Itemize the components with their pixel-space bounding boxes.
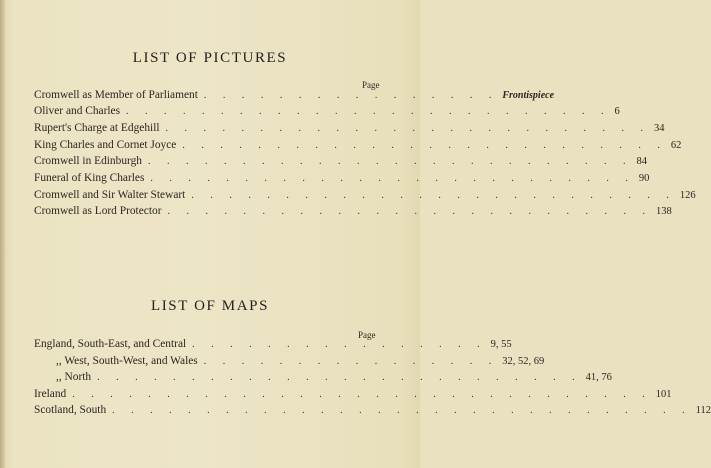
entry-label: England, South-East, and Central	[34, 338, 187, 350]
entry-label: Cromwell and Sir Walter Stewart	[34, 189, 186, 201]
picture-entry	[34, 105, 620, 121]
entry-label: King Charles and Cornet Joyce	[34, 139, 177, 151]
entry-label: ,, West, South-West, and Wales	[56, 355, 198, 367]
entry-page: 112	[695, 405, 711, 416]
entry-page: Frontispiece	[502, 90, 555, 101]
entry-label: Rupert's Charge at Edgehill	[34, 122, 160, 134]
entry-page: 9, 55	[490, 339, 512, 350]
dot-leader: . . . . . . . . . . . . . . . . . . . . . . . . . .	[97, 372, 582, 383]
dot-leader: . . . . . . . . . . . . . . . . . . . . . . . . . .	[182, 140, 667, 151]
entry-page: 101	[655, 389, 672, 400]
entry-page: 32, 52, 69	[502, 356, 545, 367]
entry-label: Funeral of King Charles	[34, 172, 145, 184]
entry-page: 126	[679, 190, 696, 201]
entry-page: 41, 76	[585, 372, 612, 383]
entry-page: 138	[655, 206, 672, 217]
picture-entry	[34, 122, 665, 138]
entry-label: Ireland	[34, 388, 67, 400]
entry-page: 34	[654, 123, 665, 134]
picture-entry	[34, 155, 647, 171]
entry-label: Cromwell as Member of Parliament	[34, 89, 198, 101]
entry-page: 90	[638, 173, 650, 184]
entry-page: 6	[614, 106, 620, 117]
entry-label: Oliver and Charles	[34, 105, 121, 117]
entry-label: Cromwell as Lord Protector	[34, 205, 162, 217]
entry-page: 62	[670, 140, 682, 151]
dot-leader: . . . . . . . . . . . . . . . . . . . . . . . . . .	[165, 123, 651, 134]
dot-leader: . . . . . . . . . . . . . . . .	[192, 339, 487, 350]
page-edge	[0, 0, 5, 468]
map-entry	[34, 371, 612, 387]
entry-label: Scotland, South	[34, 404, 107, 416]
dot-leader: . . . . . . . . . . . . . . . . . . . . . . . . . .	[167, 206, 652, 217]
dot-leader: . . . . . . . . . . . . . . . . . . . . . . . . . .	[191, 190, 676, 201]
dot-leader: . . . . . . . . . . . . . . . . . . . . . . . . . . . . . . .	[72, 389, 652, 400]
dot-leader: . . . . . . . . . . . . . . . . . . . . . . . . . .	[150, 173, 635, 184]
map-entry	[34, 404, 711, 420]
entry-label: ,, North	[56, 371, 92, 383]
maps-page-heading: Page	[358, 330, 376, 340]
entry-page: 84	[636, 156, 647, 167]
dot-leader: . . . . . . . . . . . . . . . .	[203, 356, 499, 367]
pictures-page-heading: Page	[362, 80, 380, 90]
dot-leader: . . . . . . . . . . . . . . . . . . . . . . . . . .	[148, 156, 633, 167]
maps-title: LIST OF MAPS	[150, 298, 270, 314]
dot-leader: . . . . . . . . . . . . . . . .	[203, 90, 499, 101]
map-entry	[34, 388, 672, 404]
map-entry	[34, 355, 545, 371]
dot-leader: . . . . . . . . . . . . . . . . . . . . . . . . . . . . . . .	[112, 405, 692, 416]
pictures-title: LIST OF PICTURES	[132, 50, 288, 66]
picture-entry	[34, 172, 650, 188]
entry-label: Cromwell in Edinburgh	[34, 155, 142, 167]
picture-entry	[34, 189, 696, 205]
dot-leader: . . . . . . . . . . . . . . . . . . . . . . . . . .	[126, 106, 611, 117]
map-entry	[34, 338, 512, 354]
picture-entry	[34, 89, 555, 105]
picture-entry	[34, 205, 672, 221]
picture-entry	[34, 139, 682, 155]
